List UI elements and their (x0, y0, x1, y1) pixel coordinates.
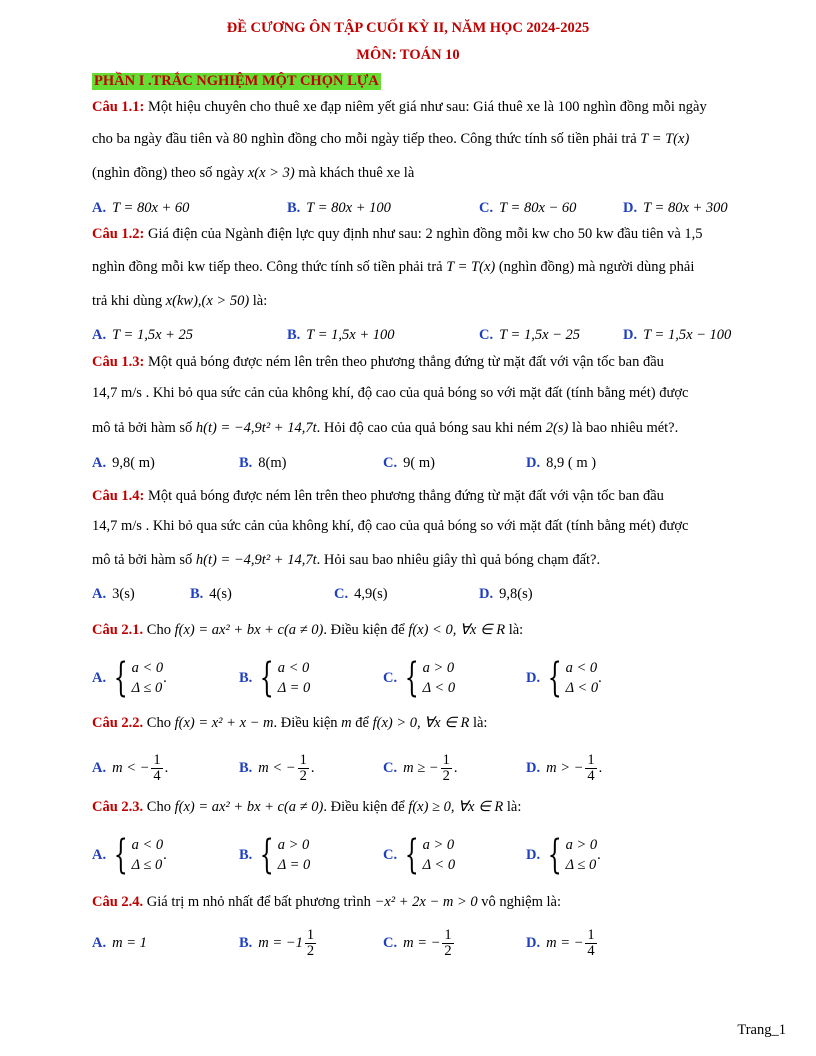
q21-option-b[interactable]: B. { a < 0 Δ = 0 (239, 655, 311, 701)
q13-option-d[interactable]: D. 8,9 ( m ) (526, 454, 597, 471)
q23-option-d[interactable]: D. { a > 0 Δ ≤ 0 . (526, 832, 601, 878)
q14-line3: mô tả bởi hàm số h(t) = −4,9t² + 14,7t. Hỏi sau bao nhiêu giây thì quả bóng chạm đất?. (92, 552, 601, 568)
q21-line: Câu 2.1. Cho f(x) = ax² + bx + c(a ≠ 0). Điều kiện để f(x) < 0, ∀x ∈ R là: (92, 622, 524, 638)
subject-title: MÔN: TOÁN 10 (356, 47, 460, 63)
q14-options (92, 574, 792, 614)
q11-line1: Câu 1.1: Một hiệu chuyên cho thuê xe đạp niêm yết giá như sau: Giá thuê xe là 100 nghìn đồng mỗi ngày (92, 99, 707, 115)
q14-option-c[interactable]: C. 4,9(s) (334, 585, 388, 602)
q23-option-c[interactable]: C. { a > 0 Δ < 0 (383, 832, 456, 878)
q24-line: Câu 2.4. Giá trị m nhỏ nhất để bất phương trình −x² + 2x − m > 0 vô nghiệm là: (92, 894, 562, 910)
q22-line: Câu 2.2. Cho f(x) = x² + x − m. Điều kiện m để f(x) > 0, ∀x ∈ R là: (92, 715, 488, 731)
q12-line2: nghìn đồng mỗi kw tiếp theo. Công thức tính số tiền phải trả T = T(x) (nghìn đồng) mà người dùng phải (92, 259, 695, 275)
q23-option-b[interactable]: B. { a > 0 Δ = 0 (239, 832, 311, 878)
q11-option-a[interactable]: A. T = 80x + 60 (92, 199, 190, 216)
q13-line1: Câu 1.3: Một quả bóng được ném lên trên theo phương thẳng đứng từ mặt đất với vận tốc ban đầu (92, 354, 664, 370)
q24-option-b[interactable]: B. m = −1 $\frac{1}{2}$ (239, 926, 315, 959)
q21-option-d[interactable]: D. { a < 0 Δ < 0 . (526, 655, 602, 701)
q23-line: Câu 2.3. Cho f(x) = ax² + bx + c(a ≠ 0). Điều kiện để f(x) ≥ 0, ∀x ∈ R là: (92, 799, 522, 815)
q12-line3: trả khi dùng x(kw),(x > 50) là: (92, 293, 268, 309)
q12-line1: Câu 1.2: Giá điện của Ngành điện lực quy định như sau: 2 nghìn đồng mỗi kw cho 50 kw đầu tiên và 1,5 (92, 226, 703, 242)
q22-option-c[interactable]: C. m ≥ − $\frac{1}{2}$ . (383, 751, 458, 784)
q21-option-a[interactable]: A. { a < 0 Δ ≤ 0 . (92, 655, 167, 701)
q22-option-a[interactable]: A. m < − $\frac{1}{4}$ . (92, 751, 169, 784)
q24-options (92, 923, 792, 963)
q12-option-c[interactable]: C. T = 1,5x − 25 (479, 326, 581, 343)
q13-line3: mô tả bởi hàm số h(t) = −4,9t² + 14,7t. Hỏi độ cao của quả bóng sau khi ném 2(s) là bao nhiêu mét?. (92, 420, 679, 436)
q23-option-a[interactable]: A. { a < 0 Δ ≤ 0 . (92, 832, 167, 878)
q13-option-a[interactable]: A. 9,8( m) (92, 454, 155, 471)
q14-line2: 14,7 m/s . Khi bỏ qua sức cản của không khí, độ cao của quả bóng so với mặt đất (tính bằng mét) được (92, 518, 689, 534)
q12-option-b[interactable]: B. T = 1,5x + 100 (287, 326, 395, 343)
q14-option-d[interactable]: D. 9,8(s) (479, 585, 533, 602)
q23-options (92, 833, 792, 877)
section-heading: PHẦN I .TRẮC NGHIỆM MỘT CHỌN LỰA (94, 73, 379, 89)
q13-line2: 14,7 m/s . Khi bỏ qua sức cản của không khí, độ cao của quả bóng so với mặt đất (tính bằng mét) được (92, 385, 689, 401)
q22-option-d[interactable]: D. m > − $\frac{1}{4}$ . (526, 751, 603, 784)
q13-option-c[interactable]: C. 9( m) (383, 454, 435, 471)
q12-option-a[interactable]: A. T = 1,5x + 25 (92, 326, 194, 343)
q11-options (92, 188, 792, 228)
q24-option-d[interactable]: D. m = − $\frac{1}{4}$ (526, 926, 595, 959)
q14-option-a[interactable]: A. 3(s) (92, 585, 135, 602)
q24-option-c[interactable]: C. m = − $\frac{1}{2}$ (383, 926, 452, 959)
q13-options (92, 443, 792, 483)
q14-line1: Câu 1.4: Một quả bóng được ném lên trên theo phương thẳng đứng từ mặt đất với vận tốc ban đầu (92, 488, 664, 504)
q11-option-c[interactable]: C. T = 80x − 60 (479, 199, 577, 216)
q11-line3: (nghìn đồng) theo số ngày x(x > 3) mà khách thuê xe là (92, 165, 415, 181)
q12-options (92, 315, 792, 355)
q22-option-b[interactable]: B. m < − $\frac{1}{2}$ . (239, 751, 315, 784)
q21-option-c[interactable]: C. { a > 0 Δ < 0 (383, 655, 456, 701)
q14-option-b[interactable]: B. 4(s) (190, 585, 232, 602)
q11-option-d[interactable]: D. T = 80x + 300 (623, 199, 728, 216)
q11-option-b[interactable]: B. T = 80x + 100 (287, 199, 391, 216)
q13-option-b[interactable]: B. 8(m) (239, 454, 287, 471)
q12-option-d[interactable]: D. T = 1,5x − 100 (623, 326, 732, 343)
q24-option-a[interactable]: A. m = 1 (92, 934, 147, 951)
document-title: ĐỀ CƯƠNG ÔN TẬP CUỐI KỲ II, NĂM HỌC 2024-2025 (226, 20, 590, 36)
q22-options (92, 748, 792, 788)
q11-line2: cho ba ngày đầu tiên và 80 nghìn đồng cho mỗi ngày tiếp theo. Công thức tính số tiền phải trả T = T(x) (92, 131, 690, 147)
page-number: Trang_1 (737, 1022, 786, 1038)
q21-options (92, 656, 792, 700)
